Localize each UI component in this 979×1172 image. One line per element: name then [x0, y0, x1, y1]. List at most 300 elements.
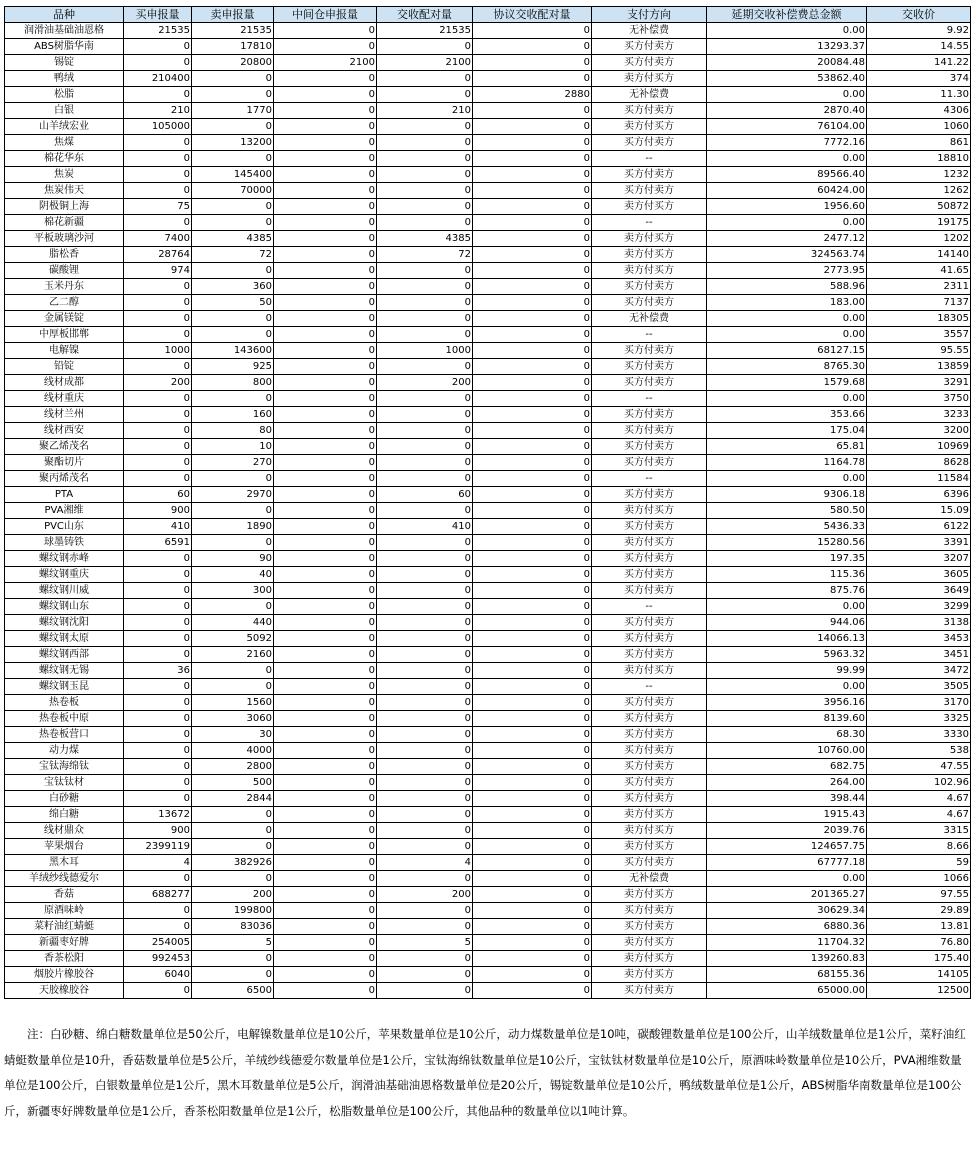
- cell-middle-qty: 0: [274, 599, 377, 615]
- cell-compensation: 9306.18: [707, 487, 867, 503]
- cell-middle-qty: 0: [274, 135, 377, 151]
- cell-buy-qty: 688277: [124, 887, 192, 903]
- cell-compensation: 5963.32: [707, 647, 867, 663]
- cell-settle-price: 59: [867, 855, 971, 871]
- cell-agreement-qty: 0: [473, 855, 592, 871]
- cell-buy-qty: 0: [124, 615, 192, 631]
- cell-matched-qty: 0: [377, 391, 473, 407]
- cell-agreement-qty: 0: [473, 215, 592, 231]
- cell-sell-qty: 145400: [192, 167, 274, 183]
- cell-buy-qty: 0: [124, 775, 192, 791]
- cell-compensation: 5436.33: [707, 519, 867, 535]
- cell-product: 乙二醇: [5, 295, 124, 311]
- cell-matched-qty: 0: [377, 983, 473, 999]
- cell-compensation: 0.00: [707, 599, 867, 615]
- cell-buy-qty: 60: [124, 487, 192, 503]
- cell-pay-direction: 卖方付买方: [592, 935, 707, 951]
- cell-buy-qty: 0: [124, 983, 192, 999]
- table-row: [5, 455, 971, 471]
- table-row: [5, 647, 971, 663]
- cell-product: 烟胶片橡胶谷: [5, 967, 124, 983]
- cell-matched-qty: 0: [377, 263, 473, 279]
- cell-product: 棉花新疆: [5, 215, 124, 231]
- cell-sell-qty: 0: [192, 151, 274, 167]
- cell-buy-qty: 900: [124, 823, 192, 839]
- cell-matched-qty: 0: [377, 567, 473, 583]
- cell-agreement-qty: 0: [473, 103, 592, 119]
- cell-compensation: 0.00: [707, 871, 867, 887]
- cell-settle-price: 9.92: [867, 23, 971, 39]
- cell-compensation: 3956.16: [707, 695, 867, 711]
- cell-compensation: 2477.12: [707, 231, 867, 247]
- cell-product: 线材鼎众: [5, 823, 124, 839]
- cell-product: 碳酸锂: [5, 263, 124, 279]
- cell-buy-qty: 0: [124, 87, 192, 103]
- cell-matched-qty: 0: [377, 295, 473, 311]
- cell-middle-qty: 0: [274, 711, 377, 727]
- cell-product: 电解镍: [5, 343, 124, 359]
- table-row: [5, 183, 971, 199]
- header-buy-qty: 买申报量: [124, 7, 192, 23]
- table-row: [5, 935, 971, 951]
- cell-product: 螺纹钢赤峰: [5, 551, 124, 567]
- cell-sell-qty: 0: [192, 327, 274, 343]
- cell-middle-qty: 0: [274, 919, 377, 935]
- cell-middle-qty: 0: [274, 583, 377, 599]
- cell-settle-price: 11584: [867, 471, 971, 487]
- cell-pay-direction: 买方付卖方: [592, 135, 707, 151]
- cell-settle-price: 1202: [867, 231, 971, 247]
- cell-matched-qty: 0: [377, 695, 473, 711]
- cell-matched-qty: 0: [377, 327, 473, 343]
- cell-pay-direction: 买方付卖方: [592, 279, 707, 295]
- table-row: [5, 743, 971, 759]
- table-row: [5, 983, 971, 999]
- table-row: [5, 39, 971, 55]
- cell-matched-qty: 0: [377, 871, 473, 887]
- cell-pay-direction: 买方付卖方: [592, 519, 707, 535]
- cell-middle-qty: 0: [274, 167, 377, 183]
- table-row: [5, 519, 971, 535]
- cell-settle-price: 3750: [867, 391, 971, 407]
- table-row: [5, 855, 971, 871]
- cell-compensation: 8765.30: [707, 359, 867, 375]
- cell-compensation: 60424.00: [707, 183, 867, 199]
- cell-compensation: 65000.00: [707, 983, 867, 999]
- cell-sell-qty: 0: [192, 215, 274, 231]
- cell-settle-price: 3299: [867, 599, 971, 615]
- cell-agreement-qty: 0: [473, 935, 592, 951]
- cell-middle-qty: 0: [274, 407, 377, 423]
- cell-agreement-qty: 0: [473, 583, 592, 599]
- cell-product: 黑木耳: [5, 855, 124, 871]
- cell-matched-qty: 0: [377, 279, 473, 295]
- cell-agreement-qty: 0: [473, 455, 592, 471]
- cell-matched-qty: 0: [377, 647, 473, 663]
- cell-buy-qty: 0: [124, 631, 192, 647]
- cell-middle-qty: 0: [274, 183, 377, 199]
- cell-middle-qty: 0: [274, 103, 377, 119]
- cell-agreement-qty: 0: [473, 375, 592, 391]
- table-row: [5, 951, 971, 967]
- cell-product: 螺纹钢沈阳: [5, 615, 124, 631]
- cell-middle-qty: 0: [274, 871, 377, 887]
- cell-settle-price: 4306: [867, 103, 971, 119]
- cell-product: 焦炭: [5, 167, 124, 183]
- cell-buy-qty: 210400: [124, 71, 192, 87]
- cell-matched-qty: 4385: [377, 231, 473, 247]
- cell-settle-price: 47.55: [867, 759, 971, 775]
- cell-compensation: 115.36: [707, 567, 867, 583]
- cell-agreement-qty: 0: [473, 423, 592, 439]
- cell-buy-qty: 992453: [124, 951, 192, 967]
- cell-middle-qty: 0: [274, 199, 377, 215]
- cell-middle-qty: 0: [274, 935, 377, 951]
- cell-sell-qty: 143600: [192, 343, 274, 359]
- cell-pay-direction: 卖方付买方: [592, 663, 707, 679]
- cell-product: 球墨铸铁: [5, 535, 124, 551]
- cell-buy-qty: 410: [124, 519, 192, 535]
- cell-buy-qty: 200: [124, 375, 192, 391]
- cell-matched-qty: 0: [377, 119, 473, 135]
- cell-agreement-qty: 0: [473, 471, 592, 487]
- cell-agreement-qty: 0: [473, 407, 592, 423]
- cell-sell-qty: 0: [192, 391, 274, 407]
- cell-buy-qty: 0: [124, 151, 192, 167]
- table-row: [5, 679, 971, 695]
- cell-agreement-qty: 0: [473, 551, 592, 567]
- cell-compensation: 0.00: [707, 391, 867, 407]
- cell-matched-qty: 0: [377, 183, 473, 199]
- cell-product: 聚丙烯茂名: [5, 471, 124, 487]
- cell-middle-qty: 0: [274, 487, 377, 503]
- cell-agreement-qty: 0: [473, 839, 592, 855]
- cell-pay-direction: 买方付卖方: [592, 39, 707, 55]
- cell-compensation: 68127.15: [707, 343, 867, 359]
- cell-buy-qty: 36: [124, 663, 192, 679]
- cell-pay-direction: 买方付卖方: [592, 359, 707, 375]
- cell-pay-direction: --: [592, 327, 707, 343]
- cell-compensation: 324563.74: [707, 247, 867, 263]
- cell-pay-direction: 买方付卖方: [592, 439, 707, 455]
- cell-agreement-qty: 0: [473, 519, 592, 535]
- header-product: 品种: [5, 7, 124, 23]
- cell-buy-qty: 0: [124, 919, 192, 935]
- cell-agreement-qty: 0: [473, 199, 592, 215]
- cell-buy-qty: 105000: [124, 119, 192, 135]
- cell-agreement-qty: 0: [473, 119, 592, 135]
- cell-matched-qty: 0: [377, 471, 473, 487]
- cell-matched-qty: 0: [377, 199, 473, 215]
- table-row: [5, 359, 971, 375]
- cell-buy-qty: 0: [124, 215, 192, 231]
- cell-agreement-qty: 0: [473, 503, 592, 519]
- cell-pay-direction: --: [592, 151, 707, 167]
- cell-compensation: 0.00: [707, 215, 867, 231]
- cell-settle-price: 76.80: [867, 935, 971, 951]
- cell-product: 线材重庆: [5, 391, 124, 407]
- cell-settle-price: 14.55: [867, 39, 971, 55]
- cell-sell-qty: 30: [192, 727, 274, 743]
- cell-product: 白银: [5, 103, 124, 119]
- cell-pay-direction: 买方付卖方: [592, 423, 707, 439]
- cell-matched-qty: 0: [377, 503, 473, 519]
- cell-agreement-qty: 0: [473, 295, 592, 311]
- cell-sell-qty: 72: [192, 247, 274, 263]
- cell-compensation: 1164.78: [707, 455, 867, 471]
- cell-middle-qty: 0: [274, 663, 377, 679]
- cell-matched-qty: 0: [377, 615, 473, 631]
- cell-buy-qty: 0: [124, 791, 192, 807]
- cell-matched-qty: 0: [377, 583, 473, 599]
- table-row: [5, 439, 971, 455]
- cell-middle-qty: 0: [274, 807, 377, 823]
- cell-sell-qty: 13200: [192, 135, 274, 151]
- cell-compensation: 13293.37: [707, 39, 867, 55]
- cell-sell-qty: 40: [192, 567, 274, 583]
- cell-compensation: 65.81: [707, 439, 867, 455]
- cell-settle-price: 3453: [867, 631, 971, 647]
- cell-agreement-qty: 0: [473, 727, 592, 743]
- cell-agreement-qty: 0: [473, 183, 592, 199]
- cell-middle-qty: 0: [274, 343, 377, 359]
- cell-agreement-qty: 0: [473, 359, 592, 375]
- cell-compensation: 201365.27: [707, 887, 867, 903]
- table-row: [5, 263, 971, 279]
- cell-product: 宝钛海绵钛: [5, 759, 124, 775]
- cell-middle-qty: 0: [274, 551, 377, 567]
- cell-buy-qty: 0: [124, 759, 192, 775]
- cell-sell-qty: 2160: [192, 647, 274, 663]
- cell-buy-qty: 2399119: [124, 839, 192, 855]
- cell-agreement-qty: 0: [473, 439, 592, 455]
- table-row: [5, 871, 971, 887]
- cell-pay-direction: 买方付卖方: [592, 343, 707, 359]
- cell-middle-qty: 0: [274, 215, 377, 231]
- cell-buy-qty: 0: [124, 407, 192, 423]
- cell-agreement-qty: 0: [473, 711, 592, 727]
- cell-matched-qty: 0: [377, 951, 473, 967]
- cell-product: 香茶松阳: [5, 951, 124, 967]
- cell-settle-price: 1232: [867, 167, 971, 183]
- table-row: [5, 887, 971, 903]
- cell-sell-qty: 83036: [192, 919, 274, 935]
- cell-settle-price: 7137: [867, 295, 971, 311]
- cell-product: 焦炭伟天: [5, 183, 124, 199]
- cell-compensation: 68.30: [707, 727, 867, 743]
- cell-matched-qty: 0: [377, 663, 473, 679]
- cell-middle-qty: 0: [274, 903, 377, 919]
- cell-agreement-qty: 0: [473, 567, 592, 583]
- cell-pay-direction: 买方付卖方: [592, 167, 707, 183]
- cell-product: 螺纹钢重庆: [5, 567, 124, 583]
- cell-matched-qty: 0: [377, 551, 473, 567]
- table-row: [5, 55, 971, 71]
- cell-compensation: 68155.36: [707, 967, 867, 983]
- cell-compensation: 53862.40: [707, 71, 867, 87]
- table-row: [5, 583, 971, 599]
- cell-matched-qty: 0: [377, 439, 473, 455]
- cell-pay-direction: --: [592, 391, 707, 407]
- table-row: [5, 103, 971, 119]
- cell-settle-price: 175.40: [867, 951, 971, 967]
- cell-matched-qty: 0: [377, 743, 473, 759]
- table-row: [5, 823, 971, 839]
- cell-settle-price: 41.65: [867, 263, 971, 279]
- cell-pay-direction: 买方付卖方: [592, 583, 707, 599]
- cell-sell-qty: 0: [192, 967, 274, 983]
- cell-buy-qty: 4: [124, 855, 192, 871]
- cell-settle-price: 3605: [867, 567, 971, 583]
- cell-sell-qty: 5: [192, 935, 274, 951]
- cell-sell-qty: 0: [192, 119, 274, 135]
- table-row: [5, 119, 971, 135]
- cell-sell-qty: 160: [192, 407, 274, 423]
- cell-settle-price: 3200: [867, 423, 971, 439]
- cell-agreement-qty: 0: [473, 55, 592, 71]
- cell-buy-qty: 0: [124, 439, 192, 455]
- cell-compensation: 8139.60: [707, 711, 867, 727]
- cell-pay-direction: 买方付卖方: [592, 631, 707, 647]
- cell-settle-price: 18810: [867, 151, 971, 167]
- table-row: [5, 375, 971, 391]
- cell-compensation: 0.00: [707, 471, 867, 487]
- cell-matched-qty: 200: [377, 375, 473, 391]
- header-compensation: 延期交收补偿费总金额: [707, 7, 867, 23]
- cell-agreement-qty: 0: [473, 535, 592, 551]
- cell-compensation: 67777.18: [707, 855, 867, 871]
- cell-agreement-qty: 0: [473, 615, 592, 631]
- cell-agreement-qty: 0: [473, 647, 592, 663]
- cell-sell-qty: 6500: [192, 983, 274, 999]
- cell-sell-qty: 0: [192, 599, 274, 615]
- cell-agreement-qty: 0: [473, 311, 592, 327]
- cell-matched-qty: 0: [377, 535, 473, 551]
- cell-agreement-qty: 0: [473, 167, 592, 183]
- cell-middle-qty: 0: [274, 823, 377, 839]
- cell-agreement-qty: 0: [473, 887, 592, 903]
- cell-sell-qty: 0: [192, 471, 274, 487]
- table-row: [5, 567, 971, 583]
- cell-buy-qty: 0: [124, 423, 192, 439]
- cell-buy-qty: 0: [124, 743, 192, 759]
- cell-product: 天胶橡胶谷: [5, 983, 124, 999]
- cell-buy-qty: 0: [124, 727, 192, 743]
- cell-middle-qty: 0: [274, 71, 377, 87]
- cell-pay-direction: 卖方付买方: [592, 839, 707, 855]
- cell-pay-direction: 买方付卖方: [592, 711, 707, 727]
- cell-compensation: 139260.83: [707, 951, 867, 967]
- cell-product: 鸭绒: [5, 71, 124, 87]
- cell-compensation: 2773.95: [707, 263, 867, 279]
- table-row: [5, 791, 971, 807]
- cell-matched-qty: 0: [377, 775, 473, 791]
- cell-pay-direction: 买方付卖方: [592, 55, 707, 71]
- cell-product: 原酒味岭: [5, 903, 124, 919]
- cell-pay-direction: 买方付卖方: [592, 103, 707, 119]
- cell-middle-qty: 0: [274, 375, 377, 391]
- cell-middle-qty: 0: [274, 775, 377, 791]
- cell-sell-qty: 50: [192, 295, 274, 311]
- cell-product: 山羊绒宏业: [5, 119, 124, 135]
- cell-sell-qty: 0: [192, 199, 274, 215]
- cell-pay-direction: --: [592, 215, 707, 231]
- table-row: [5, 215, 971, 231]
- cell-buy-qty: 0: [124, 551, 192, 567]
- cell-middle-qty: 0: [274, 983, 377, 999]
- cell-buy-qty: 0: [124, 183, 192, 199]
- table-row: [5, 231, 971, 247]
- cell-buy-qty: 7400: [124, 231, 192, 247]
- cell-matched-qty: 0: [377, 87, 473, 103]
- cell-matched-qty: 0: [377, 631, 473, 647]
- cell-matched-qty: 0: [377, 807, 473, 823]
- cell-compensation: 11704.32: [707, 935, 867, 951]
- cell-pay-direction: 卖方付买方: [592, 823, 707, 839]
- cell-pay-direction: 无补偿费: [592, 311, 707, 327]
- cell-agreement-qty: 0: [473, 599, 592, 615]
- table-row: [5, 23, 971, 39]
- cell-buy-qty: 75: [124, 199, 192, 215]
- cell-buy-qty: 13672: [124, 807, 192, 823]
- cell-settle-price: 8.66: [867, 839, 971, 855]
- cell-buy-qty: 0: [124, 39, 192, 55]
- cell-middle-qty: 0: [274, 359, 377, 375]
- cell-agreement-qty: 0: [473, 967, 592, 983]
- cell-pay-direction: 买方付卖方: [592, 615, 707, 631]
- cell-middle-qty: 0: [274, 519, 377, 535]
- cell-sell-qty: 0: [192, 263, 274, 279]
- cell-middle-qty: 0: [274, 727, 377, 743]
- cell-pay-direction: --: [592, 599, 707, 615]
- cell-compensation: 6880.36: [707, 919, 867, 935]
- cell-product: 玉米丹东: [5, 279, 124, 295]
- cell-buy-qty: 1000: [124, 343, 192, 359]
- cell-product: 羊绒纱线德爱尔: [5, 871, 124, 887]
- cell-buy-qty: 0: [124, 279, 192, 295]
- cell-compensation: 1579.68: [707, 375, 867, 391]
- cell-matched-qty: 0: [377, 823, 473, 839]
- cell-sell-qty: 300: [192, 583, 274, 599]
- cell-buy-qty: 0: [124, 455, 192, 471]
- cell-middle-qty: 0: [274, 535, 377, 551]
- cell-sell-qty: 925: [192, 359, 274, 375]
- cell-compensation: 353.66: [707, 407, 867, 423]
- cell-product: 润滑油基础油恩格: [5, 23, 124, 39]
- cell-pay-direction: 买方付卖方: [592, 919, 707, 935]
- cell-middle-qty: 0: [274, 39, 377, 55]
- cell-middle-qty: 0: [274, 967, 377, 983]
- cell-middle-qty: 0: [274, 567, 377, 583]
- cell-sell-qty: 0: [192, 807, 274, 823]
- cell-compensation: 89566.40: [707, 167, 867, 183]
- cell-compensation: 580.50: [707, 503, 867, 519]
- cell-buy-qty: 900: [124, 503, 192, 519]
- cell-matched-qty: 0: [377, 903, 473, 919]
- table-row: [5, 167, 971, 183]
- cell-settle-price: 374: [867, 71, 971, 87]
- cell-settle-price: 13.81: [867, 919, 971, 935]
- cell-buy-qty: 0: [124, 391, 192, 407]
- cell-agreement-qty: 0: [473, 39, 592, 55]
- cell-settle-price: 141.22: [867, 55, 971, 71]
- cell-compensation: 1915.43: [707, 807, 867, 823]
- cell-buy-qty: 0: [124, 311, 192, 327]
- cell-buy-qty: 0: [124, 359, 192, 375]
- cell-buy-qty: 0: [124, 471, 192, 487]
- cell-settle-price: 3207: [867, 551, 971, 567]
- cell-matched-qty: 0: [377, 727, 473, 743]
